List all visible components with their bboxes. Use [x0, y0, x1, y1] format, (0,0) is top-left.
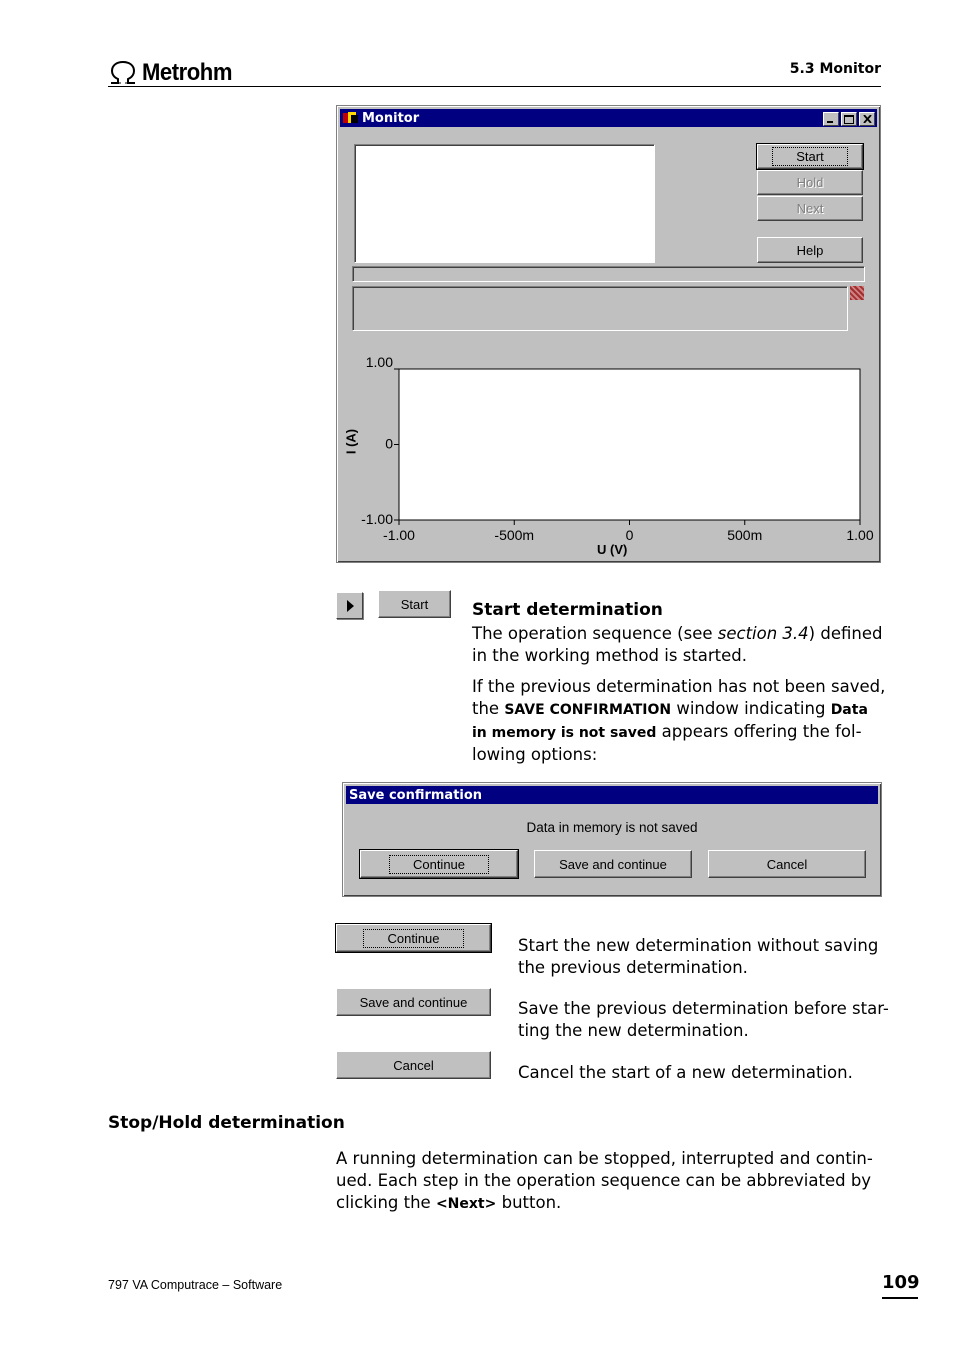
start-button[interactable]: Start [757, 144, 863, 169]
monitor-title: Monitor [362, 110, 420, 126]
dialog-save-continue-button[interactable]: Save and continue [534, 850, 692, 878]
help-button[interactable]: Help [757, 237, 863, 263]
option-continue-description: Start the new determination without saving the previous determination. [518, 936, 879, 977]
progress-bar [352, 266, 865, 282]
message-area [354, 144, 655, 263]
save-confirmation-dialog [342, 782, 882, 897]
hold-button[interactable]: Hold [757, 170, 863, 195]
x-axis-label: U (V) [597, 542, 628, 557]
minimize-icon[interactable] [823, 112, 839, 126]
y-tick-label: 1.00 [365, 354, 393, 370]
save-dialog-message: Data in memory is not saved [526, 820, 698, 835]
maximize-icon[interactable] [841, 112, 857, 126]
x-tick-label: 1.00 [846, 527, 874, 543]
page-number: 109 [882, 1272, 920, 1293]
x-tick-label: -500m [494, 527, 535, 543]
start-button-reference[interactable]: Start [378, 590, 451, 618]
status-indicator-icon [850, 286, 864, 300]
option-cancel-button[interactable]: Cancel [336, 1051, 491, 1079]
stop-hold-heading: Stop/Hold determination [108, 1113, 345, 1133]
page-number-rule [882, 1297, 918, 1299]
x-tick-label: 0 [625, 527, 634, 543]
save-dialog-title: Save confirmation [349, 787, 483, 803]
x-tick-label: -1.00 [383, 527, 415, 543]
section-label: 5.3 Monitor [789, 61, 881, 77]
next-button[interactable]: Next [757, 196, 863, 221]
status-panel [352, 286, 848, 331]
monitor-window [336, 105, 881, 563]
app-icon [342, 111, 360, 125]
omega-logo-icon [108, 60, 138, 86]
start-heading: Start determination [472, 600, 663, 620]
dialog-continue-button[interactable]: Continue [360, 850, 518, 878]
dialog-cancel-button[interactable]: Cancel [708, 850, 866, 878]
close-icon[interactable] [859, 112, 875, 126]
play-arrow-icon [345, 600, 355, 612]
footer-document-title: 797 VA Computrace – Software [108, 1278, 283, 1292]
logo-text: Metrohm [142, 59, 233, 86]
stop-hold-paragraph: A running determination can be stopped, interrupted and contin- ued. Each step in the operation sequence can be abbreviated by clicking the <Next> button. [336, 1149, 873, 1212]
plot-area [399, 369, 860, 520]
y-axis-label: I (A) [343, 428, 359, 455]
option-save-continue-description: Save the previous determination before star- ting the new determination. [518, 999, 889, 1040]
option-continue-button[interactable]: Continue [336, 924, 491, 952]
monitor-chart [337, 334, 882, 564]
start-paragraph-1: The operation sequence (see section 3.4) defined in the working method is started. [472, 624, 883, 665]
start-marker [336, 592, 363, 619]
start-paragraph-2: If the previous determination has not been saved, the SAVE CONFIRMATION window indicating Data in memory is not saved appears offering the fol- lowing options: [472, 677, 886, 764]
metrohm-logo [108, 58, 240, 88]
header-rule [108, 86, 881, 87]
x-tick-label: 500m [727, 527, 763, 543]
save-dialog-titlebar [346, 786, 878, 804]
monitor-titlebar [340, 109, 877, 127]
option-cancel-description: Cancel the start of a new determination. [518, 1063, 853, 1082]
option-save-continue-button[interactable]: Save and continue [336, 988, 491, 1016]
y-tick-label: 0 [385, 435, 393, 452]
y-tick-label: -1.00 [361, 511, 393, 527]
